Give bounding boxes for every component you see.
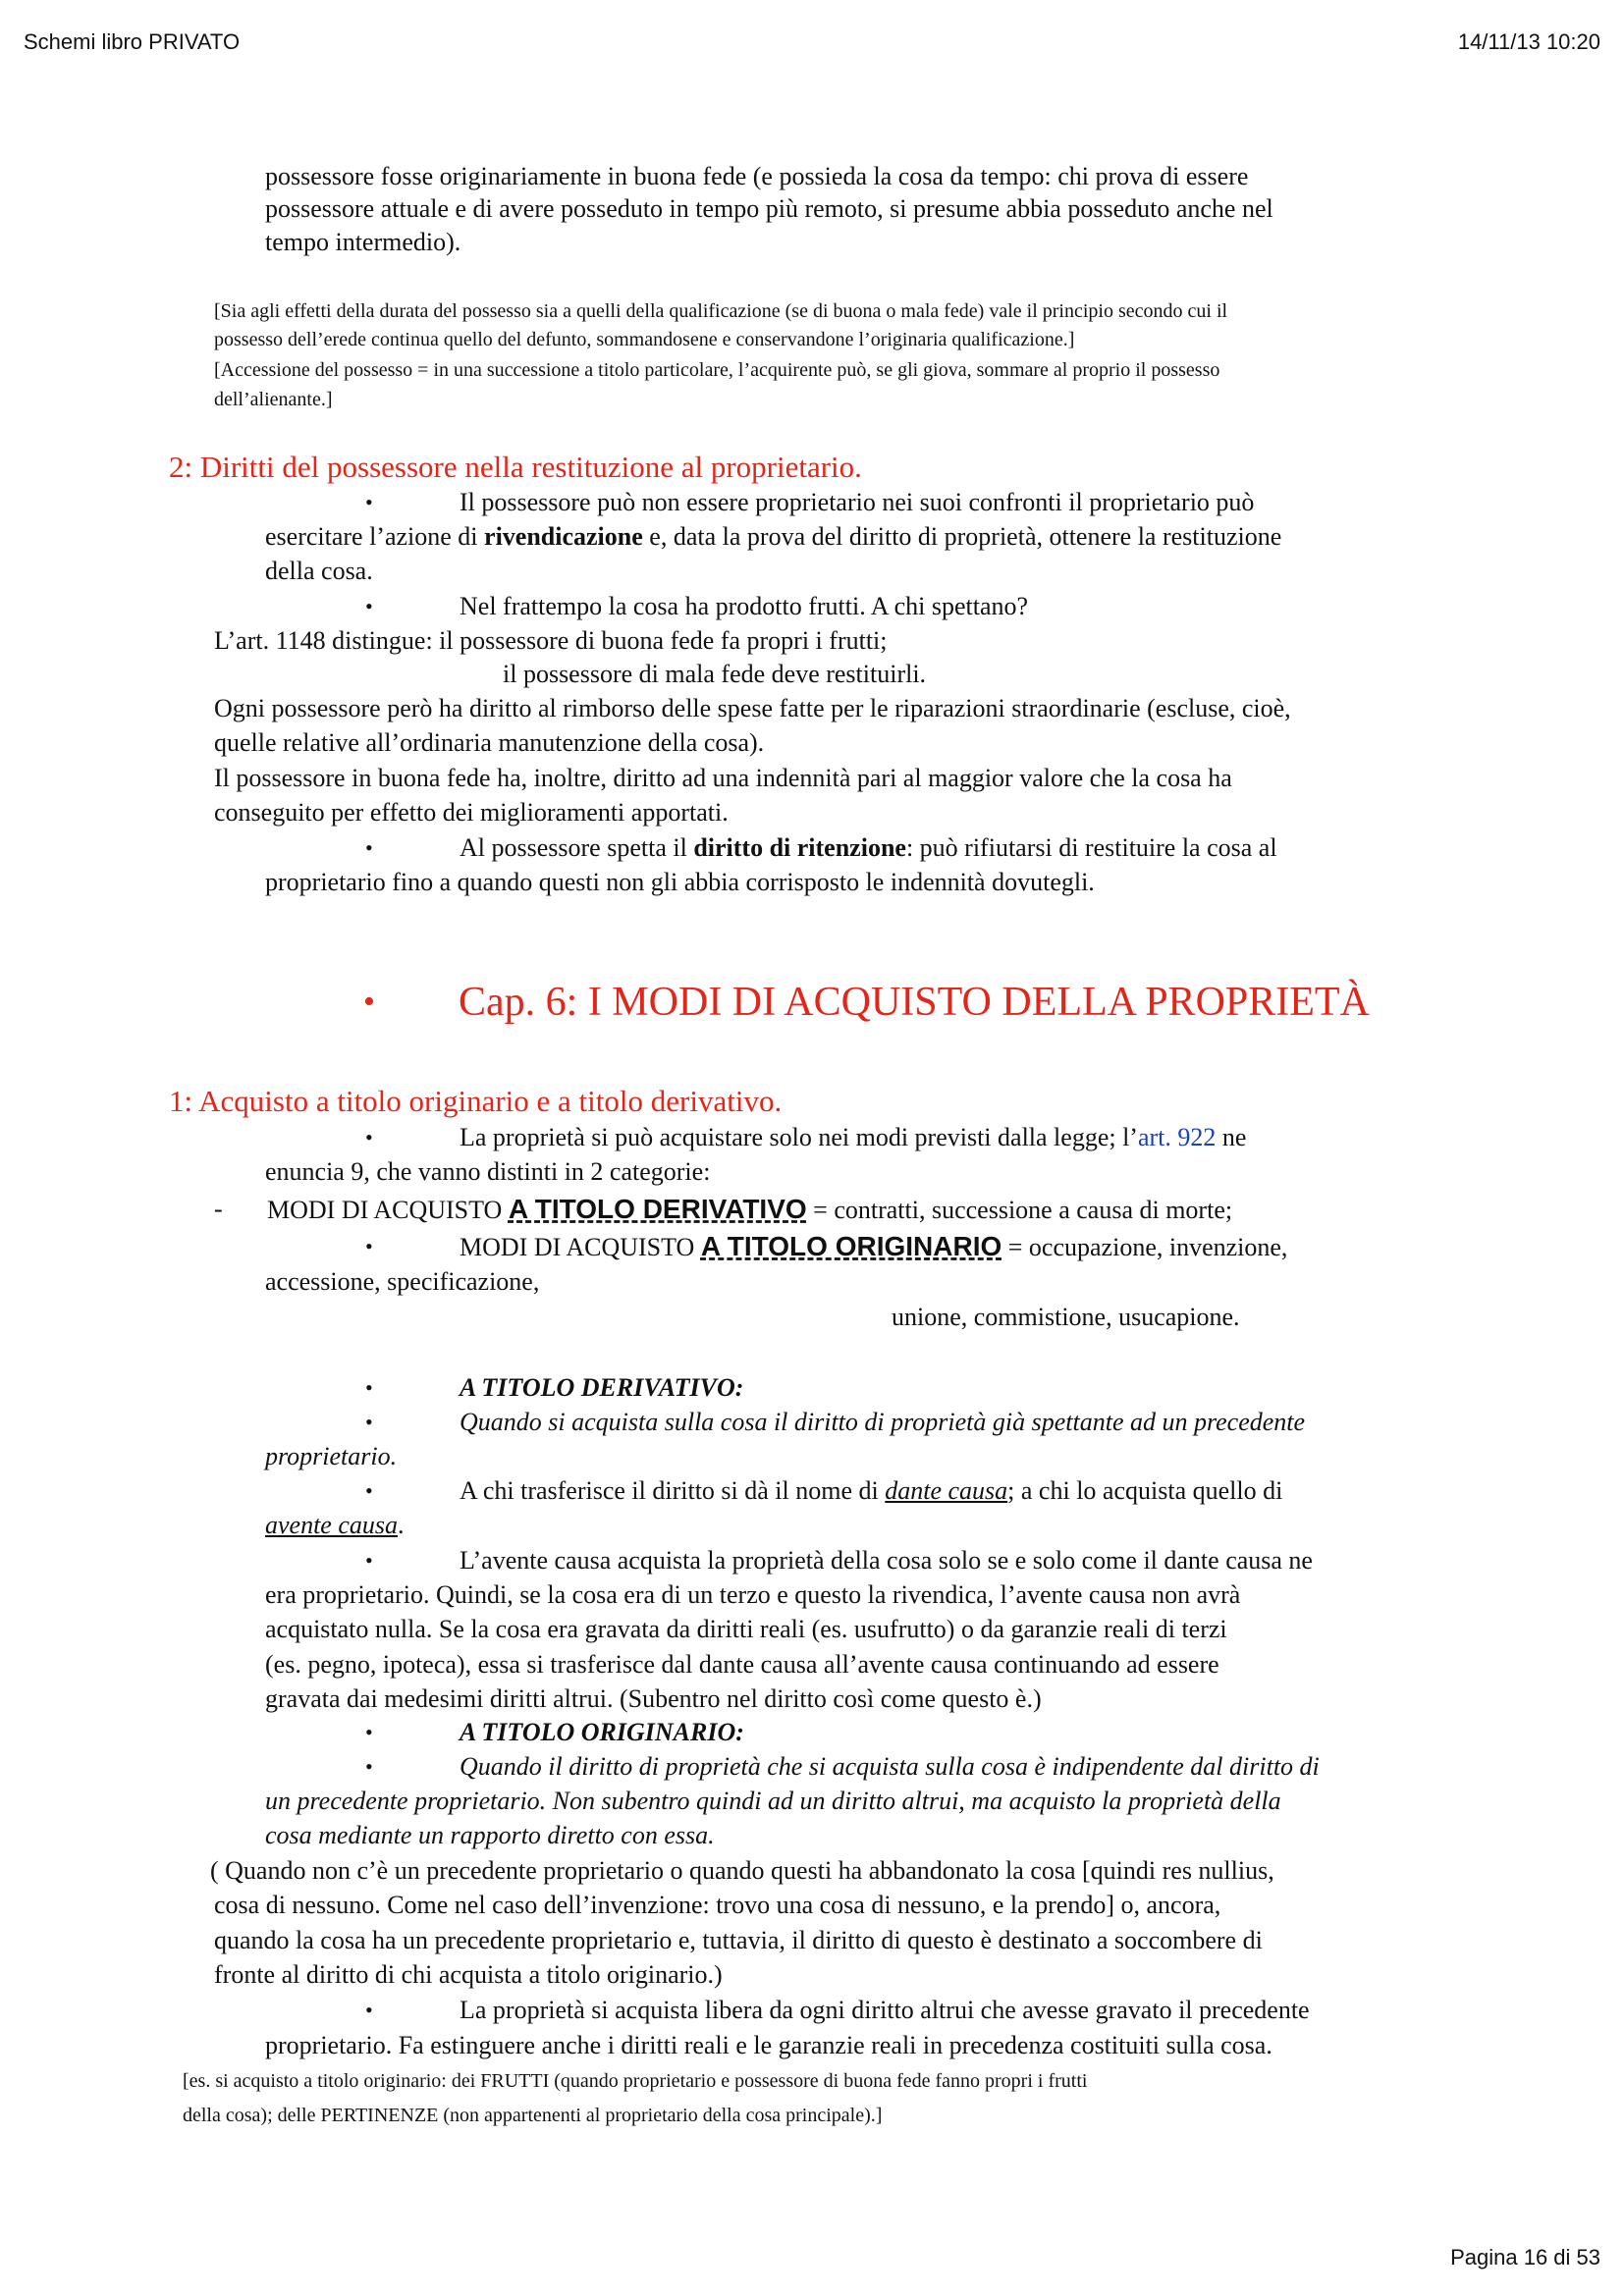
text-line: accessione, specificazione, [265, 1267, 540, 1296]
text-line: L’art. 1148 distingue: il possessore di buona fede fa propri i frutti; [214, 626, 888, 655]
bullet-icon: • [365, 1125, 373, 1149]
bullet-icon: • [365, 1998, 373, 2022]
note-line: [Accessione del possesso = in una successione a titolo particolare, l’acquirente può, se gli giova, sommare al proprio il possesso [214, 359, 1220, 381]
bullet-icon: • [365, 1754, 373, 1779]
text-line: La proprietà si acquista libera da ogni diritto altrui che avesse gravato il precedente [460, 1996, 1310, 2024]
text-line: possessore attuale e di avere posseduto in tempo più remoto, si presume abbia posseduto anche nel [265, 194, 1273, 223]
text-line: La proprietà si può acquistare solo nei modi previsti dalla legge; l’art. 922 ne [460, 1123, 1247, 1151]
text-line: era proprietario. Quindi, se la cosa era di un terzo e questo la rivendica, l’avente causa non avrà [265, 1580, 1241, 1609]
text-line: MODI DI ACQUISTO A TITOLO DERIVATIVO = contratti, successione a causa di morte; [267, 1194, 1233, 1224]
text-line: cosa mediante un rapporto diretto con essa. [265, 1821, 715, 1849]
bullet-icon: • [365, 490, 373, 514]
bullet-icon: • [365, 1720, 373, 1744]
text-line: A chi trasferisce il diritto si dà il nome di dante causa; a chi lo acquista quello di [460, 1476, 1283, 1505]
note-line: della cosa); delle PERTINENZE (non appartenenti al proprietario della cosa principale).] [183, 2105, 883, 2126]
text-line: il possessore di mala fede deve restituirli. [503, 660, 927, 688]
note-line: dell’alienante.] [214, 389, 333, 410]
text-line: proprietario. [265, 1442, 398, 1470]
bullet-icon: • [365, 1410, 373, 1434]
header-title: Schemi libro PRIVATO [24, 29, 241, 54]
text-line: Al possessore spetta il diritto di ritenzione: può rifiutarsi di restituire la cosa al [460, 833, 1277, 862]
bullet-icon: • [365, 1548, 373, 1573]
bullet-icon: • [365, 1375, 373, 1400]
subheading: A TITOLO ORIGINARIO: [460, 1718, 744, 1746]
text-line: Quando il diritto di proprietà che si acquista sulla cosa è indipendente dal diritto di [460, 1752, 1320, 1781]
text-line: conseguito per effetto dei miglioramenti apportati. [214, 798, 729, 827]
page-number: Pagina 16 di 53 [1450, 2245, 1600, 2269]
text-line: L’avente causa acquista la proprietà della cosa solo se e solo come il dante causa ne [460, 1546, 1313, 1575]
note-line: [Sia agli effetti della durata del possesso sia a quelli della qualificazione (se di buona o mala fede) vale il principio secondo cui il [214, 300, 1228, 322]
text-line: Il possessore in buona fede ha, inoltre, diritto ad una indennità pari al maggior valore che la cosa ha [214, 764, 1232, 792]
text-line: ( Quando non c’è un precedente proprietario o quando questi ha abbandonato la cosa [quindi res nullius, [210, 1856, 1274, 1885]
text-line: Nel frattempo la cosa ha prodotto frutti. A chi spettano? [460, 592, 1029, 620]
text-line: quando la cosa ha un precedente proprietario e, tuttavia, il diritto di questo è destinato a soccombere di [214, 1926, 1263, 1954]
text-line: Ogni possessore però ha diritto al rimborso delle spese fatte per le riparazioni straordinarie (escluse, cioè, [214, 694, 1291, 722]
note-line: [es. si acquisto a titolo originario: dei FRUTTI (quando proprietario e possessore di buona fede fanno propri i frutti [183, 2070, 1088, 2092]
bullet-icon: • [365, 594, 373, 618]
text-line: acquistato nulla. Se la cosa era gravata da diritti reali (es. usufrutto) o da garanzie reali di terzi [265, 1615, 1227, 1643]
article-link[interactable]: art. 922 [1137, 1123, 1217, 1151]
header-datetime: 14/11/13 10:20 [1457, 29, 1600, 54]
subheading: A TITOLO DERIVATIVO: [460, 1373, 744, 1402]
text-line: Il possessore può non essere proprietario nei suoi confronti il proprietario può [460, 488, 1255, 516]
bullet-icon: • [365, 835, 373, 860]
text-line: gravata dai medesimi diritti altrui. (Subentro nel diritto così come questo è.) [265, 1684, 1042, 1713]
text-line: un precedente proprietario. Non subentro quindi ad un diritto altrui, ma acquisto la proprietà della [265, 1787, 1281, 1815]
bullet-icon: • [365, 1478, 373, 1503]
text-line: unione, commistione, usucapione. [892, 1303, 1240, 1331]
text-line: tempo intermedio). [265, 228, 461, 256]
text-line: esercitare l’azione di rivendicazione e, data la prova del diritto di proprietà, ottenere la restituzione [265, 522, 1282, 551]
text-line: avente causa. [265, 1511, 405, 1539]
text-line: proprietario. Fa estinguere anche i diritti reali e le garanzie reali in precedenza costituiti sulla cosa. [265, 2031, 1272, 2059]
text-line: fronte al diritto di chi acquista a titolo originario.) [214, 1960, 723, 1989]
text-line: enuncia 9, che vanno distinti in 2 categorie: [265, 1157, 711, 1186]
bullet-icon: • [365, 1234, 373, 1258]
text-line: MODI DI ACQUISTO A TITOLO ORIGINARIO = occupazione, invenzione, [460, 1231, 1288, 1261]
text-line: proprietario fino a quando questi non gli abbia corrisposto le indennità dovutegli. [265, 868, 1095, 896]
bullet-icon: • [363, 984, 375, 1020]
chapter-title: Cap. 6: I MODI DI ACQUISTO DELLA PROPRIETÀ [459, 980, 1370, 1025]
dash-marker: - [214, 1195, 223, 1223]
section-heading: 1: Acquisto a titolo originario e a titolo derivativo. [169, 1084, 783, 1118]
text-line: Quando si acquista sulla cosa il diritto di proprietà già spettante ad un precedente [460, 1408, 1306, 1436]
note-line: possesso dell’erede continua quello del defunto, sommandosene e conservandone l’originaria qualificazione.] [214, 329, 1075, 350]
text-line: possessore fosse originariamente in buona fede (e possieda la cosa da tempo: chi prova di essere [265, 162, 1249, 190]
section-heading: 2: Diritti del possessore nella restituzione al proprietario. [169, 450, 862, 484]
text-line: della cosa. [265, 557, 373, 585]
text-line: quelle relative all’ordinaria manutenzione della cosa). [214, 728, 765, 757]
text-line: (es. pegno, ipoteca), essa si trasferisce dal dante causa all’avente causa continuando ad essere [265, 1650, 1219, 1679]
text-line: cosa di nessuno. Come nel caso dell’invenzione: trovo una cosa di nessuno, e la prendo] o, ancora, [214, 1891, 1221, 1919]
